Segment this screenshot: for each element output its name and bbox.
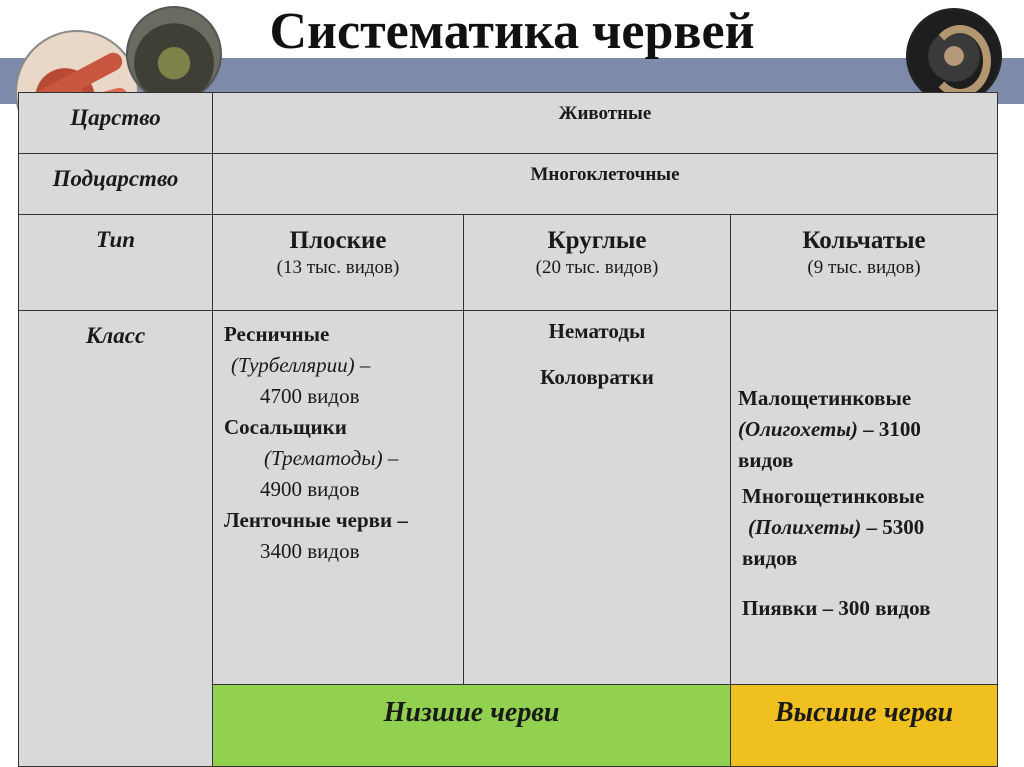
class-count: видов: [738, 448, 794, 472]
phylum-name: Плоские: [289, 227, 387, 254]
phylum-round: [463, 214, 731, 311]
higher-worms-label: Высшие черви: [730, 684, 998, 767]
class-count: 4900 видов: [260, 477, 360, 501]
class-ringed-cell: [730, 310, 998, 685]
row-label-subkingdom: Подцарство: [18, 153, 213, 215]
phylum-name: Круглые: [547, 227, 647, 254]
kingdom-value: Животные: [212, 92, 998, 154]
phylum-count: (13 тыс. видов): [276, 257, 400, 278]
class-round-cell: [463, 310, 731, 685]
dash: –: [354, 353, 371, 377]
class-latin: (Олигохеты): [738, 417, 858, 441]
class-count: 3400 видов: [260, 539, 360, 563]
class-latin: (Трематоды): [264, 446, 383, 470]
class-name: Ленточные черви –: [224, 508, 408, 532]
class-count: видов: [742, 546, 798, 570]
class-count: 4700 видов: [260, 384, 360, 408]
row-label-kingdom: Царство: [18, 92, 213, 154]
class-name: Многощетинковые: [742, 484, 925, 508]
class-count: – 3100: [857, 417, 921, 441]
dash: –: [382, 446, 399, 470]
class-latin: (Турбеллярии): [231, 353, 355, 377]
class-name: Малощетинковые: [738, 386, 912, 410]
class-name: Нематоды: [548, 319, 646, 343]
class-flat-cell: [212, 310, 464, 685]
class-name: Коловратки: [540, 365, 654, 389]
phylum-count: (20 тыс. видов): [535, 257, 659, 278]
class-latin: (Полихеты): [748, 515, 862, 539]
class-name: Ресничные: [224, 322, 330, 346]
lower-worms-label: Низшие черви: [212, 684, 731, 767]
subkingdom-value: Многоклеточные: [212, 153, 998, 215]
phylum-flat: [212, 214, 464, 311]
row-label-class: Класс: [18, 310, 213, 767]
class-count: – 5300: [861, 515, 925, 539]
phylum-name: Кольчатые: [802, 227, 926, 254]
class-name: Пиявки – 300 видов: [742, 596, 931, 620]
row-label-phylum: Тип: [18, 214, 213, 311]
class-name: Сосальщики: [224, 415, 347, 439]
phylum-count: (9 тыс. видов): [807, 257, 921, 278]
page-title: Систематика червей: [269, 3, 755, 60]
phylum-ringed: [730, 214, 998, 311]
